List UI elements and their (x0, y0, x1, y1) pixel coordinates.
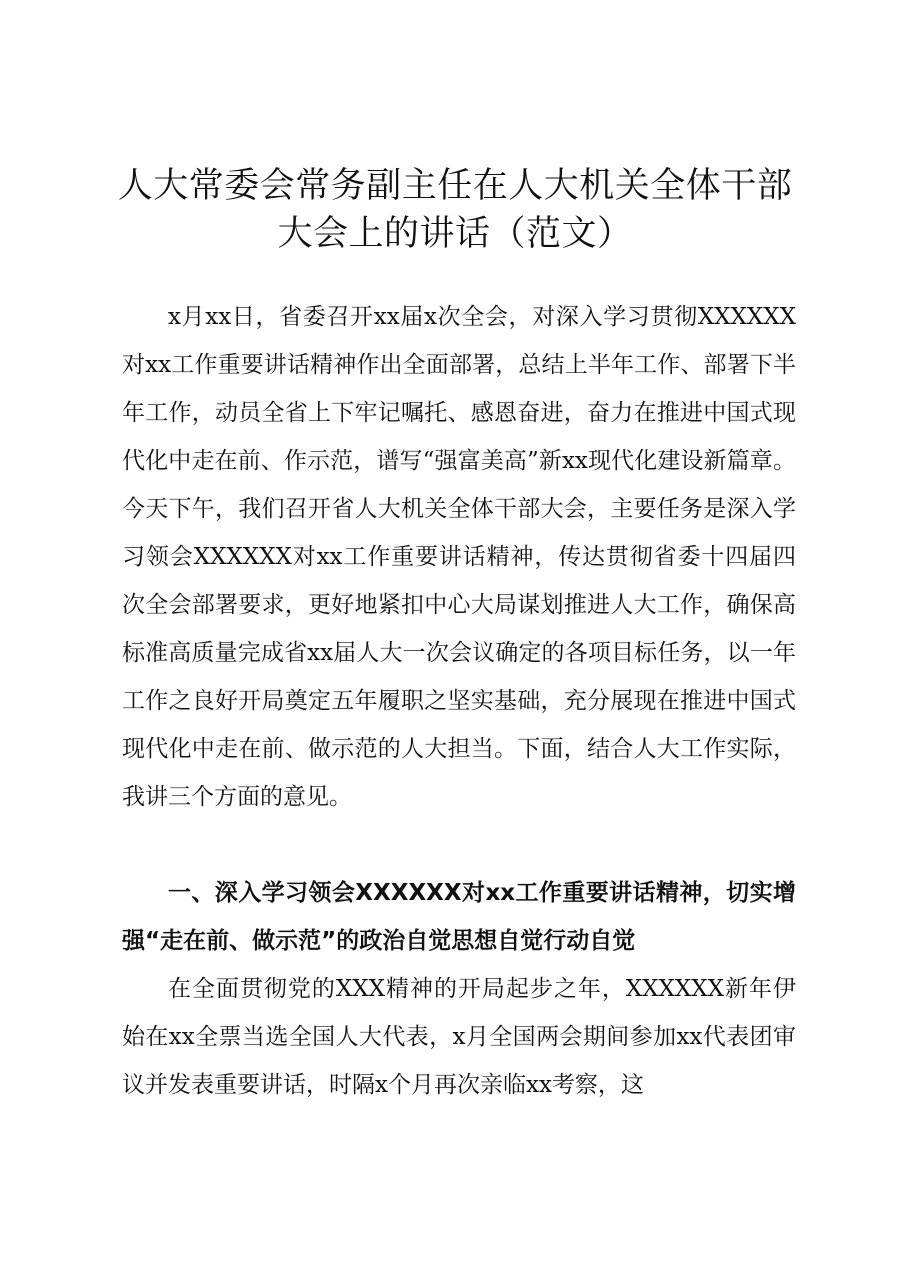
paragraph-intro: x月xx日，省委召开xx届x次全会，对深入学习贯彻XXXXXX对xx工作重要讲话精神作出全面部署，总结上半年工作、部署下半年工作，动员全省上下牢记嘱托、感恩奋进，奋力在推进中国式现代化中走在前、作示范，谱写“强富美高”新xx现代化建设新篇章。今天下午，我们召开省人大机关全体干部大会，主要任务是深入学习领会XXXXXX对xx工作重要讲话精神，传达贯彻省委十四届四次全会部署要求，更好地紧扣中心大局谋划推进人大工作，确保高标准高质量完成省xx届人大一次会议确定的各项目标任务，以一年工作之良好开局奠定五年履职之坚实基础，充分展现在推进中国式现代化中走在前、做示范的人大担当。下面，结合人大工作实际，我讲三个方面的意见。 (122, 304, 796, 810)
document-title: 人大常委会常务副主任在人大机关全体干部大会上的讲话（范文） (117, 166, 793, 254)
section-heading-1: 一、深入学习领会XXXXXX对xx工作重要讲话精神，切实增强“走在前、做示范”的政治自觉思想自觉行动自觉 (122, 880, 796, 954)
document-body (122, 293, 796, 1109)
paragraph-section-1: 在全面贯彻党的XXX精神的开局起步之年，XXXXXX新年伊始在xx全票当选全国人大代表，x月全国两会期间参加xx代表团审议并发表重要讲话，时隔x个月再次亲临xx考察，这 (122, 976, 796, 1098)
